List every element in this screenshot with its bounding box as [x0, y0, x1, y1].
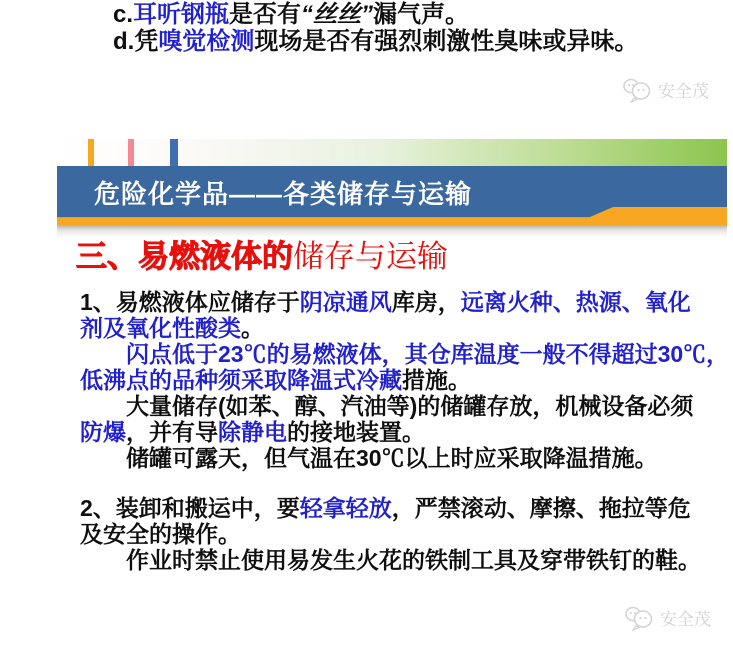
emphasis-text: 耳听钢瓶 — [133, 1, 230, 28]
text-line — [80, 419, 728, 445]
watermark-label: 安全茂 — [660, 610, 711, 629]
plain-text: d.凭 — [113, 28, 159, 55]
plain-text: 的接地装置。 — [287, 419, 425, 445]
plain-text: 储罐可露天，但气温在30℃以上时应采取降温措施。 — [126, 445, 658, 471]
text-line — [80, 393, 728, 419]
plain-text: 。 — [241, 315, 264, 341]
anquanmao-logo-icon — [623, 604, 655, 631]
plain-text: 现场是否有强烈刺激性臭味或异味。 — [254, 28, 639, 55]
emphasis-text: 阴凉通风 — [299, 289, 392, 315]
plain-text: 大量储存(如苯、醇、汽油等)的储罐存放，机械设备必须 — [126, 393, 694, 419]
emphasis-text: 轻拿轻放 — [299, 495, 392, 521]
banner-title: 危险化学品——各类储存与运输 — [94, 179, 473, 209]
text-line — [113, 1, 713, 28]
watermark-top — [621, 76, 709, 103]
plain-text: ，严禁滚动、摩擦、拖拉等危 — [391, 495, 691, 521]
heading-part-light: 储存与运输 — [293, 239, 448, 274]
plain-text: ，并有导 — [126, 419, 218, 445]
decor-bar-pink — [128, 139, 134, 166]
plain-text: 库房， — [391, 289, 461, 315]
body-text-block — [80, 289, 728, 573]
plain-text: c. — [113, 1, 134, 28]
slide-heading — [76, 237, 448, 277]
emphasis-text: 剂及氧化性酸类 — [80, 315, 241, 341]
plain-text: 作业时禁止使用易发生火花的铁制工具及穿带铁钉的鞋。 — [126, 547, 701, 573]
plain-text: “丝丝” — [301, 1, 374, 28]
emphasis-text: 闪点低于23℃的易燃液体，其仓库温度一般不得超过30℃， — [126, 341, 730, 367]
plain-text: 措施。 — [402, 367, 471, 393]
text-line — [80, 445, 728, 471]
header-shadow — [57, 225, 727, 237]
heading-part-strong: 三、易燃液体的 — [76, 239, 293, 274]
watermark-label: 安全茂 — [658, 82, 709, 101]
text-line — [80, 495, 728, 521]
text-line — [80, 521, 728, 547]
plain-text: 2、装卸和搬运中，要 — [80, 495, 300, 521]
text-line — [80, 289, 728, 315]
watermark-bottom — [623, 604, 711, 631]
plain-text: 漏气声。 — [373, 1, 470, 28]
plain-text: 1、易燃液体应储存于 — [80, 289, 300, 315]
top-text-block — [113, 1, 713, 55]
text-line — [80, 315, 728, 341]
plain-text: 及安全的操作。 — [80, 521, 241, 547]
text-line — [113, 28, 713, 55]
decor-bar-orange — [88, 139, 94, 166]
text-line — [80, 341, 728, 367]
emphasis-text: 防爆 — [80, 419, 126, 445]
plain-text: 是否有 — [229, 1, 302, 28]
emphasis-text: 低沸点的品种须采取降温式冷藏 — [80, 367, 402, 393]
emphasis-text: 嗅觉检测 — [158, 28, 255, 55]
emphasis-text: 除静电 — [218, 419, 287, 445]
header-gradient-strip — [57, 139, 727, 166]
decor-bar-blue — [170, 139, 178, 166]
text-line — [80, 547, 728, 573]
section-header — [57, 139, 727, 239]
emphasis-text: 远离火种、热源、氧化 — [460, 289, 691, 315]
anquanmao-logo-icon — [621, 76, 653, 103]
text-line — [80, 367, 728, 393]
